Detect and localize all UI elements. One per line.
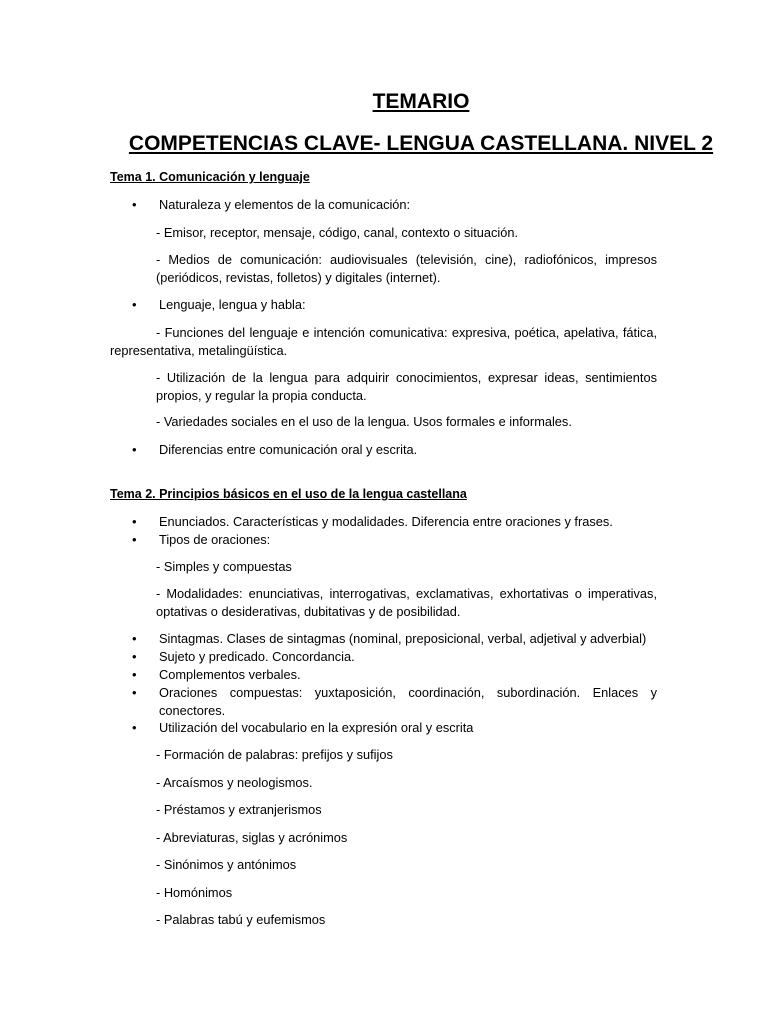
bullet-icon: •: [132, 297, 137, 312]
list-item: Lenguaje, lengua y habla:: [159, 297, 306, 312]
bullet-icon: •: [132, 685, 137, 700]
sub-item: - Simples y compuestas: [156, 559, 292, 574]
bullet-icon: •: [132, 667, 137, 682]
section-heading-tema1: Tema 1. Comunicación y lenguaje: [110, 170, 310, 184]
bullet-icon: •: [132, 649, 137, 664]
sub-item: - Arcaísmos y neologismos.: [156, 775, 313, 790]
sub-item: - Modalidades: enunciativas, interrogativas, exclamativas, exhortativas o imperativas, optativas o desiderativas, dubitativas y de posibilidad.: [156, 586, 657, 619]
sub-item: - Homónimos: [156, 885, 233, 900]
sub-item: - Emisor, receptor, mensaje, código, canal, contexto o situación.: [156, 225, 519, 240]
sub-item: - Sinónimos y antónimos: [156, 857, 297, 872]
sub-item: - Utilización de la lengua para adquirir conocimientos, expresar ideas, sentimientos propios, y regular la propia conducta.: [156, 370, 657, 403]
list-item: Enunciados. Características y modalidades. Diferencia entre oraciones y frases.: [159, 514, 613, 529]
list-item: Naturaleza y elementos de la comunicación:: [159, 197, 411, 212]
sub-item: - Palabras tabú y eufemismos: [156, 912, 326, 927]
list-item: Sujeto y predicado. Concordancia.: [159, 649, 355, 664]
bullet-icon: •: [132, 631, 137, 646]
bullet-icon: •: [132, 197, 137, 212]
list-item: Diferencias entre comunicación oral y escrita.: [159, 442, 418, 457]
bullet-icon: •: [132, 532, 137, 547]
list-item: Tipos de oraciones:: [159, 532, 271, 547]
bullet-icon: •: [132, 720, 137, 735]
section-heading-tema2: Tema 2. Principios básicos en el uso de la lengua castellana: [110, 487, 467, 501]
list-item: Complementos verbales.: [159, 667, 301, 682]
sub-item: - Formación de palabras: prefijos y sufijos: [156, 747, 393, 762]
sub-item: - Medios de comunicación: audiovisuales (televisión, cine), radiofónicos, impresos (periódicos, revistas, folletos) y digitales (internet).: [156, 252, 657, 285]
sub-item: - Préstamos y extranjerismos: [156, 802, 322, 817]
sub-item: - Variedades sociales en el uso de la lengua. Usos formales e informales.: [156, 414, 572, 429]
bullet-icon: •: [132, 442, 137, 457]
list-item: Oraciones compuestas: yuxtaposición, coordinación, subordinación. Enlaces y conectores.: [159, 685, 657, 718]
list-item: Sintagmas. Clases de sintagmas (nominal, preposicional, verbal, adjetival y adverbial): [159, 631, 647, 646]
sub-item: - Abreviaturas, siglas y acrónimos: [156, 830, 348, 845]
document-title: TEMARIO: [372, 90, 470, 113]
sub-item: - Funciones del lenguaje e intención comunicativa: expresiva, poética, apelativa, fática, representativa, metalingüística.: [110, 325, 657, 358]
document-subtitle: COMPETENCIAS CLAVE- LENGUA CASTELLANA. NIVEL 2: [128, 132, 714, 155]
bullet-icon: •: [132, 514, 137, 529]
list-item: Utilización del vocabulario en la expresión oral y escrita: [159, 720, 474, 735]
